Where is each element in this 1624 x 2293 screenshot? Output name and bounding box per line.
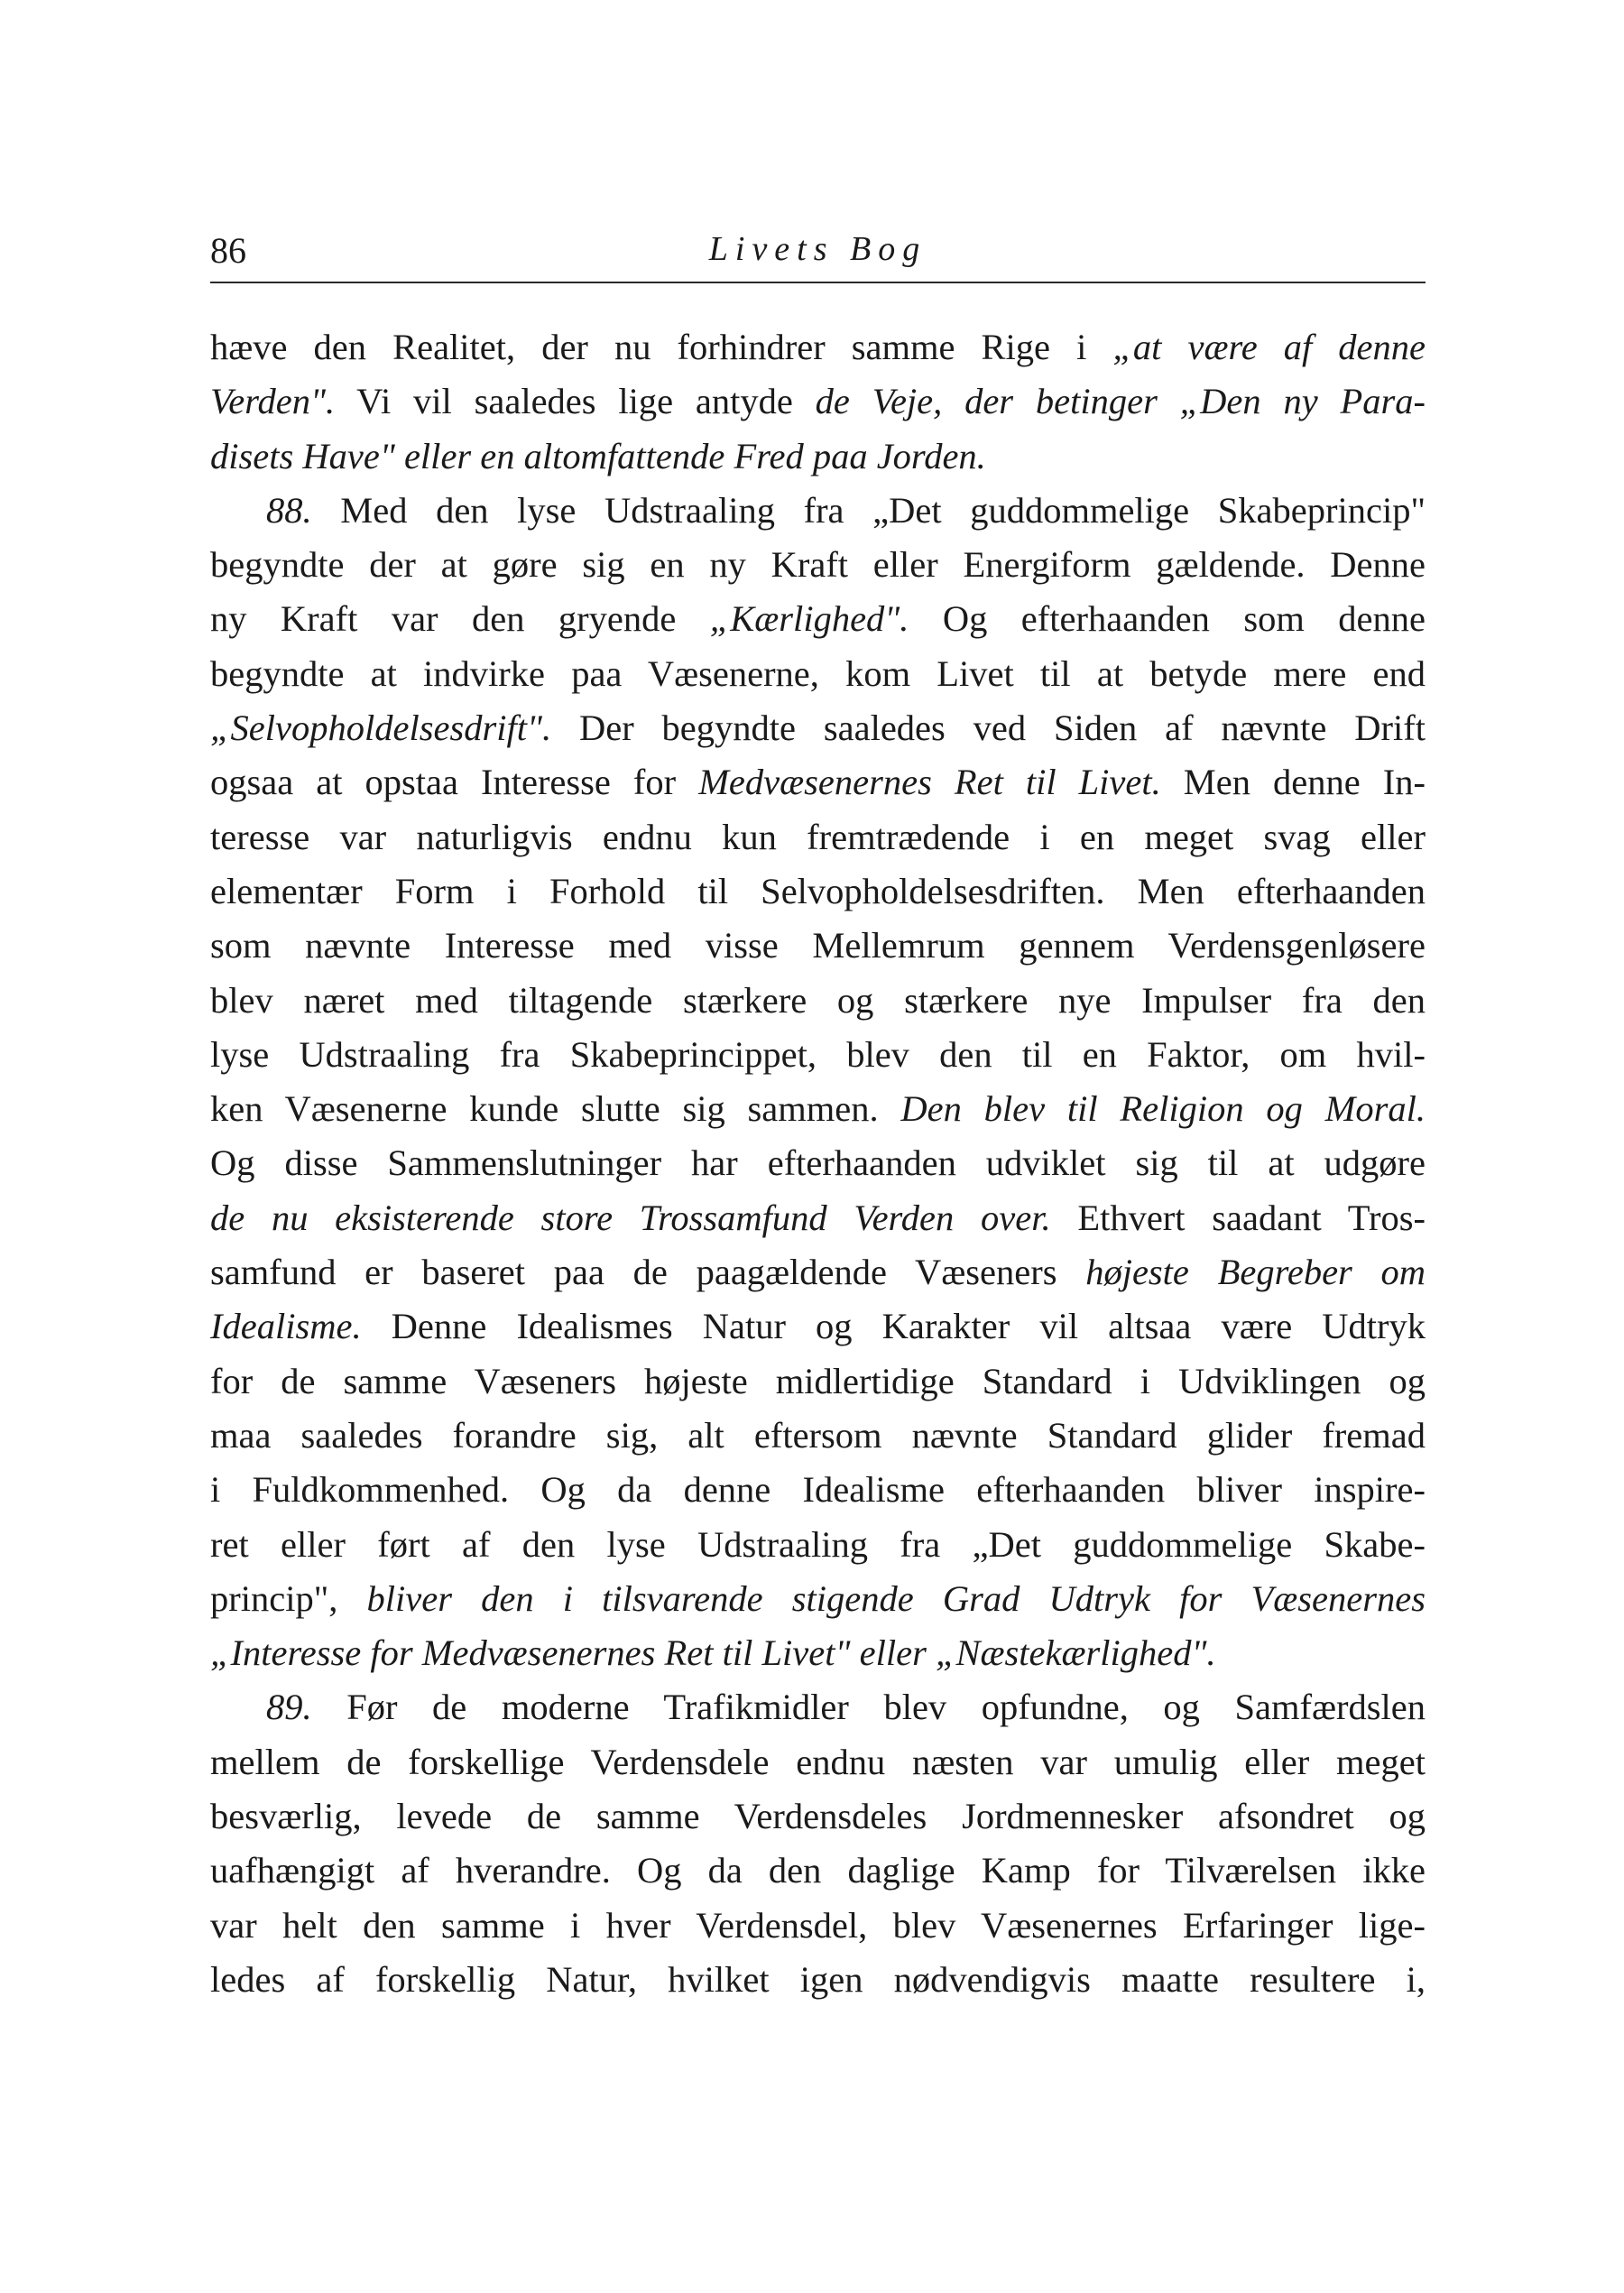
text-segment: Og efterhaanden som denne — [909, 598, 1426, 640]
text-segment: Og disse Sammenslutninger har efterhaanden udviklet sig til at udgøre — [210, 1142, 1426, 1184]
italic-text: Idealisme. — [210, 1306, 362, 1347]
text-line — [210, 430, 1426, 484]
italic-text: Verden". — [210, 381, 336, 422]
text-segment: blev næret med tiltagende stærkere og stærkere nye Impulser fra den — [210, 979, 1426, 1021]
italic-text: Medvæsenernes Ret til Livet. — [698, 762, 1161, 803]
text-line — [210, 1463, 1426, 1517]
text-line — [210, 701, 1426, 755]
italic-text: de Veje, der betinger „Den ny Para- — [815, 381, 1426, 422]
text-segment: i Fuldkommenhed. Og da denne Idealisme efterhaanden bliver inspire- — [210, 1469, 1426, 1511]
page-header — [210, 227, 1426, 283]
text-segment: mellem de forskellige Verdensdele endnu næsten var umulig eller meget — [210, 1741, 1426, 1782]
italic-text: højeste Begreber om — [1085, 1252, 1426, 1293]
text-segment: for de samme Væseners højeste midlertidige Standard i Udviklingen og — [210, 1360, 1426, 1401]
text-line — [210, 1028, 1426, 1082]
text-line — [210, 1626, 1426, 1680]
text-line — [210, 538, 1426, 592]
text-segment: var helt den samme i hver Verdensdel, blev Væsenernes Erfaringer lige- — [210, 1904, 1426, 1946]
text-line — [210, 1789, 1426, 1844]
text-line — [210, 374, 1426, 429]
italic-text: „Interesse for Medvæsenernes Ret til Livet" eller „Næstekærlighed". — [210, 1632, 1216, 1674]
text-segment: som nævnte Interesse med visse Mellemrum gennem Verdensgenløsere — [210, 925, 1426, 966]
text-segment: Før de moderne Trafikmidler blev opfundne, og Samfærdslen — [311, 1687, 1426, 1728]
text-segment: Ethvert saadant Tros- — [1050, 1197, 1426, 1238]
text-line — [210, 1136, 1426, 1190]
text-segment: Denne Idealismes Natur og Karakter vil altsaa være Udtryk — [361, 1306, 1426, 1347]
text-line — [210, 1518, 1426, 1572]
text-line — [210, 919, 1426, 973]
italic-text: „Kærlighed". — [709, 598, 909, 640]
italic-text: bliver den i tilsvarende stigende Grad Udtryk for Væsenernes — [366, 1577, 1426, 1619]
italic-text: 89. — [266, 1687, 312, 1728]
text-segment: Der begyndte saaledes ved Siden af nævnte Drift — [551, 707, 1426, 749]
text-segment: ken Væsenerne kunde slutte sig sammen. — [210, 1088, 901, 1130]
text-line — [210, 864, 1426, 919]
text-line — [210, 1572, 1426, 1626]
text-segment: maa saaledes forandre sig, alt eftersom nævnte Standard glider fremad — [210, 1414, 1426, 1456]
italic-text: Den blev til Religion og Moral. — [900, 1088, 1426, 1130]
text-line — [210, 1191, 1426, 1245]
page-number: 86 — [210, 230, 246, 271]
text-segment: teresse var naturligvis endnu kun fremtrædende i en meget svag eller — [210, 816, 1426, 857]
text-line — [210, 1355, 1426, 1409]
text-segment: princip", — [210, 1577, 367, 1619]
text-segment: lyse Udstraaling fra Skabeprincippet, blev den til en Faktor, om hvil- — [210, 1033, 1426, 1075]
text-segment: begyndte at indvirke paa Væsenerne, kom Livet til at betyde mere end — [210, 652, 1426, 694]
text-segment: ret eller ført af den lyse Udstraaling fra „Det guddommelige Skabe- — [210, 1523, 1426, 1565]
text-line — [210, 974, 1426, 1028]
text-line — [210, 1082, 1426, 1136]
text-segment: Vi vil saaledes lige antyde — [335, 381, 816, 422]
text-segment: uafhængigt af hverandre. Og da den daglige Kamp for Tilværelsen ikke — [210, 1850, 1426, 1891]
text-line — [210, 320, 1426, 374]
text-segment: begyndte der at gøre sig en ny Kraft eller Energiform gældende. Denne — [210, 544, 1426, 586]
text-line — [210, 755, 1426, 809]
text-line — [210, 1735, 1426, 1789]
text-line — [210, 647, 1426, 701]
text-line — [210, 1409, 1426, 1463]
text-segment: hæve den Realitet, der nu forhindrer samme Rige i — [210, 327, 1113, 367]
text-segment: Men denne In- — [1160, 762, 1426, 803]
italic-text: „Selvopholdelsesdrift". — [210, 707, 552, 749]
text-line — [210, 1299, 1426, 1354]
text-segment: Med den lyse Udstraaling fra „Det guddommelige Skabeprincip" — [311, 489, 1426, 531]
text-segment: besværlig, levede de samme Verdensdeles Jordmennesker afsondret og — [210, 1796, 1426, 1837]
italic-text: de nu eksisterende store Trossamfund Verden over. — [210, 1197, 1051, 1238]
text-line — [210, 1953, 1426, 2007]
running-title: Livets Bog — [708, 230, 927, 268]
italic-text: disets Have" eller en altomfattende Fred paa Jorden. — [210, 435, 986, 476]
text-line — [210, 1899, 1426, 1953]
text-line — [210, 1680, 1426, 1734]
text-line — [210, 592, 1426, 646]
italic-text: 88. — [266, 489, 312, 531]
text-line — [210, 810, 1426, 864]
text-segment: elementær Form i Forhold til Selvopholdelsesdriften. Men efterhaanden — [210, 870, 1426, 911]
text-segment: ny Kraft var den gryende — [210, 598, 710, 640]
text-segment: ogsaa at opstaa Interesse for — [210, 762, 699, 803]
text-line — [210, 484, 1426, 538]
text-line — [210, 1245, 1426, 1299]
text-segment: samfund er baseret paa de paagældende Væseners — [210, 1252, 1086, 1293]
text-line — [210, 1844, 1426, 1898]
body-text — [210, 320, 1426, 2007]
italic-text: „at være af denne — [1112, 327, 1426, 367]
text-segment: ledes af forskellig Natur, hvilket igen nødvendigvis maatte resultere i, — [210, 1958, 1426, 2000]
